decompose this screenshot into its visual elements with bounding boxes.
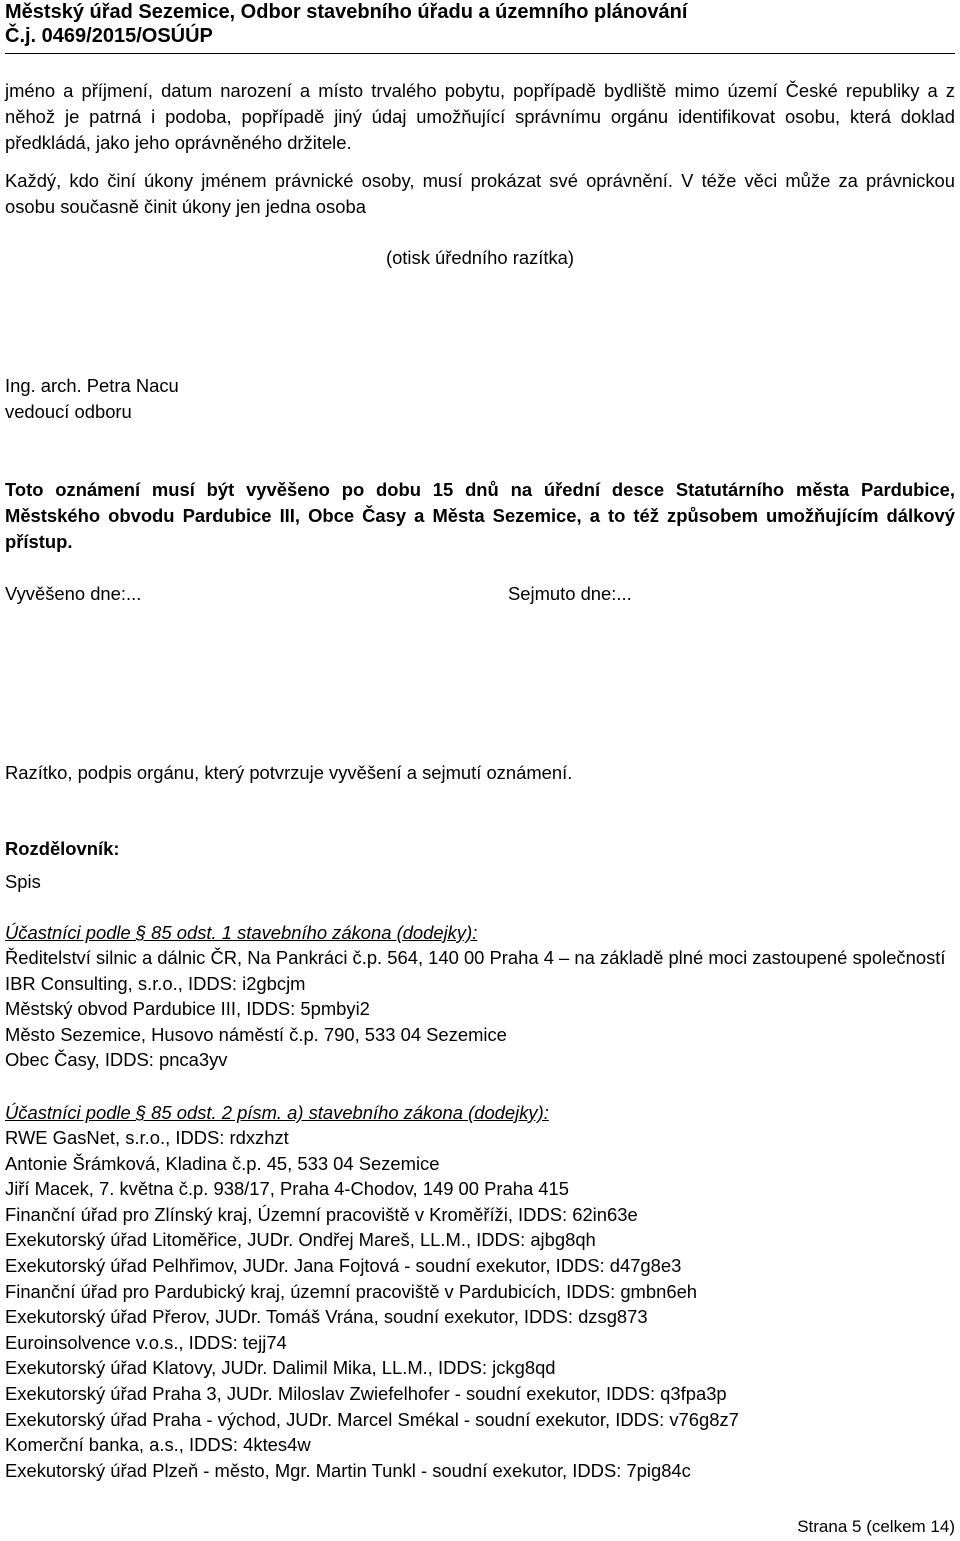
signatory-role: vedoucí odboru [5, 401, 132, 422]
list-item: Exekutorský úřad Praha 3, JUDr. Miloslav Zwiefelhofer - soudní exekutor, IDDS: q3fpa3p [5, 1382, 727, 1404]
stamp-placeholder: (otisk úředního razítka) [385, 247, 575, 268]
intro-paragraph-identity: jméno a příjmení, datum narození a místo trvalého pobytu, popřípadě bydliště mimo území České republiky a z něhož je patrná i podoba, popřípadě jiný údaj umožňující správnímu orgánu identifikovat osobu, která doklad předkládá, jako jeho oprávněného držitele. [5, 80, 955, 153]
list-item: Komerční banka, a.s., IDDS: 4ktes4w [5, 1434, 311, 1456]
list-item: Ředitelství silnic a dálnic ČR, Na Pankráci č.p. 564, 140 00 Praha 4 – na základě plné moci zastoupené společností IBR Consulting, s.r.o., IDDS: i2gbcjm [5, 947, 946, 994]
header-divider [5, 53, 955, 54]
posted-date-label: Vyvěšeno dne:... [5, 583, 142, 604]
header-reference-number: Č.j. 0469/2015/OSÚÚP [5, 25, 213, 47]
list-item: Obec Časy, IDDS: pnca3yv [5, 1049, 228, 1071]
header-office-title: Městský úřad Sezemice, Odbor stavebního úřadu a územního plánování [5, 1, 688, 23]
list-item: Městský obvod Pardubice III, IDDS: 5pmbyi2 [5, 998, 370, 1020]
list-item: Finanční úřad pro Pardubický kraj, územní pracoviště v Pardubicích, IDDS: gmbn6eh [5, 1280, 698, 1302]
group2-heading: Účastníci podle § 85 odst. 2 písm. a) stavebního zákona (dodejky): [5, 1102, 549, 1123]
list-item: Euroinsolvence v.o.s., IDDS: tejj74 [5, 1331, 287, 1353]
list-item: Antonie Šrámková, Kladina č.p. 45, 533 04 Sezemice [5, 1152, 440, 1174]
list-item: Město Sezemice, Husovo náměstí č.p. 790, 533 04 Sezemice [5, 1023, 507, 1045]
distribution-spis: Spis [5, 871, 41, 892]
list-item: Exekutorský úřad Litoměřice, JUDr. Ondřej Mareš, LL.M., IDDS: ajbg8qh [5, 1229, 596, 1251]
list-item: Exekutorský úřad Přerov, JUDr. Tomáš Vrána, soudní exekutor, IDDS: dzsg873 [5, 1306, 648, 1328]
list-item: RWE GasNet, s.r.o., IDDS: rdxzhzt [5, 1127, 289, 1148]
group1-heading: Účastníci podle § 85 odst. 1 stavebního zákona (dodejky): [5, 922, 478, 943]
intro-paragraph-legal-person: Každý, kdo činí úkony jménem právnické osoby, musí prokázat své oprávnění. V téže věci může za právnickou osobu současně činit úkony jen jedna osoba [5, 170, 955, 217]
distribution-heading: Rozdělovník: [5, 838, 120, 859]
stamp-signature-note: Razítko, podpis orgánu, který potvrzuje vyvěšení a sejmutí oznámení. [5, 762, 573, 783]
document-header [5, 0, 955, 48]
page-number: Strana 5 (celkem 14) [797, 1517, 955, 1536]
list-item: Jiří Macek, 7. května č.p. 938/17, Praha 4-Chodov, 149 00 Praha 415 [5, 1178, 569, 1200]
list-item: Exekutorský úřad Plzeň - město, Mgr. Martin Tunkl - soudní exekutor, IDDS: 7pig84c [5, 1459, 691, 1481]
signatory-name: Ing. arch. Petra Nacu [5, 375, 179, 396]
posting-notice: Toto oznámení musí být vyvěšeno po dobu 15 dnů na úřední desce Statutárního města Pardubice, Městského obvodu Pardubice III, Obce Časy a Města Sezemice, a to též způsobem umožňujícím dálkový přístup. [5, 479, 955, 552]
group2-list [5, 1125, 955, 1483]
removed-date-label: Sejmuto dne:... [508, 583, 632, 604]
list-item: Exekutorský úřad Klatovy, JUDr. Dalimil Mika, LL.M., IDDS: jckg8qd [5, 1357, 556, 1379]
list-item: Exekutorský úřad Pelhřimov, JUDr. Jana Fojtová - soudní exekutor, IDDS: d47g8e3 [5, 1254, 682, 1276]
list-item: Finanční úřad pro Zlínský kraj, Územní pracoviště v Kroměříži, IDDS: 62in63e [5, 1203, 638, 1225]
list-item: Exekutorský úřad Praha - východ, JUDr. Marcel Smékal - soudní exekutor, IDDS: v76g8z7 [5, 1408, 739, 1430]
group1-list [5, 945, 955, 1073]
